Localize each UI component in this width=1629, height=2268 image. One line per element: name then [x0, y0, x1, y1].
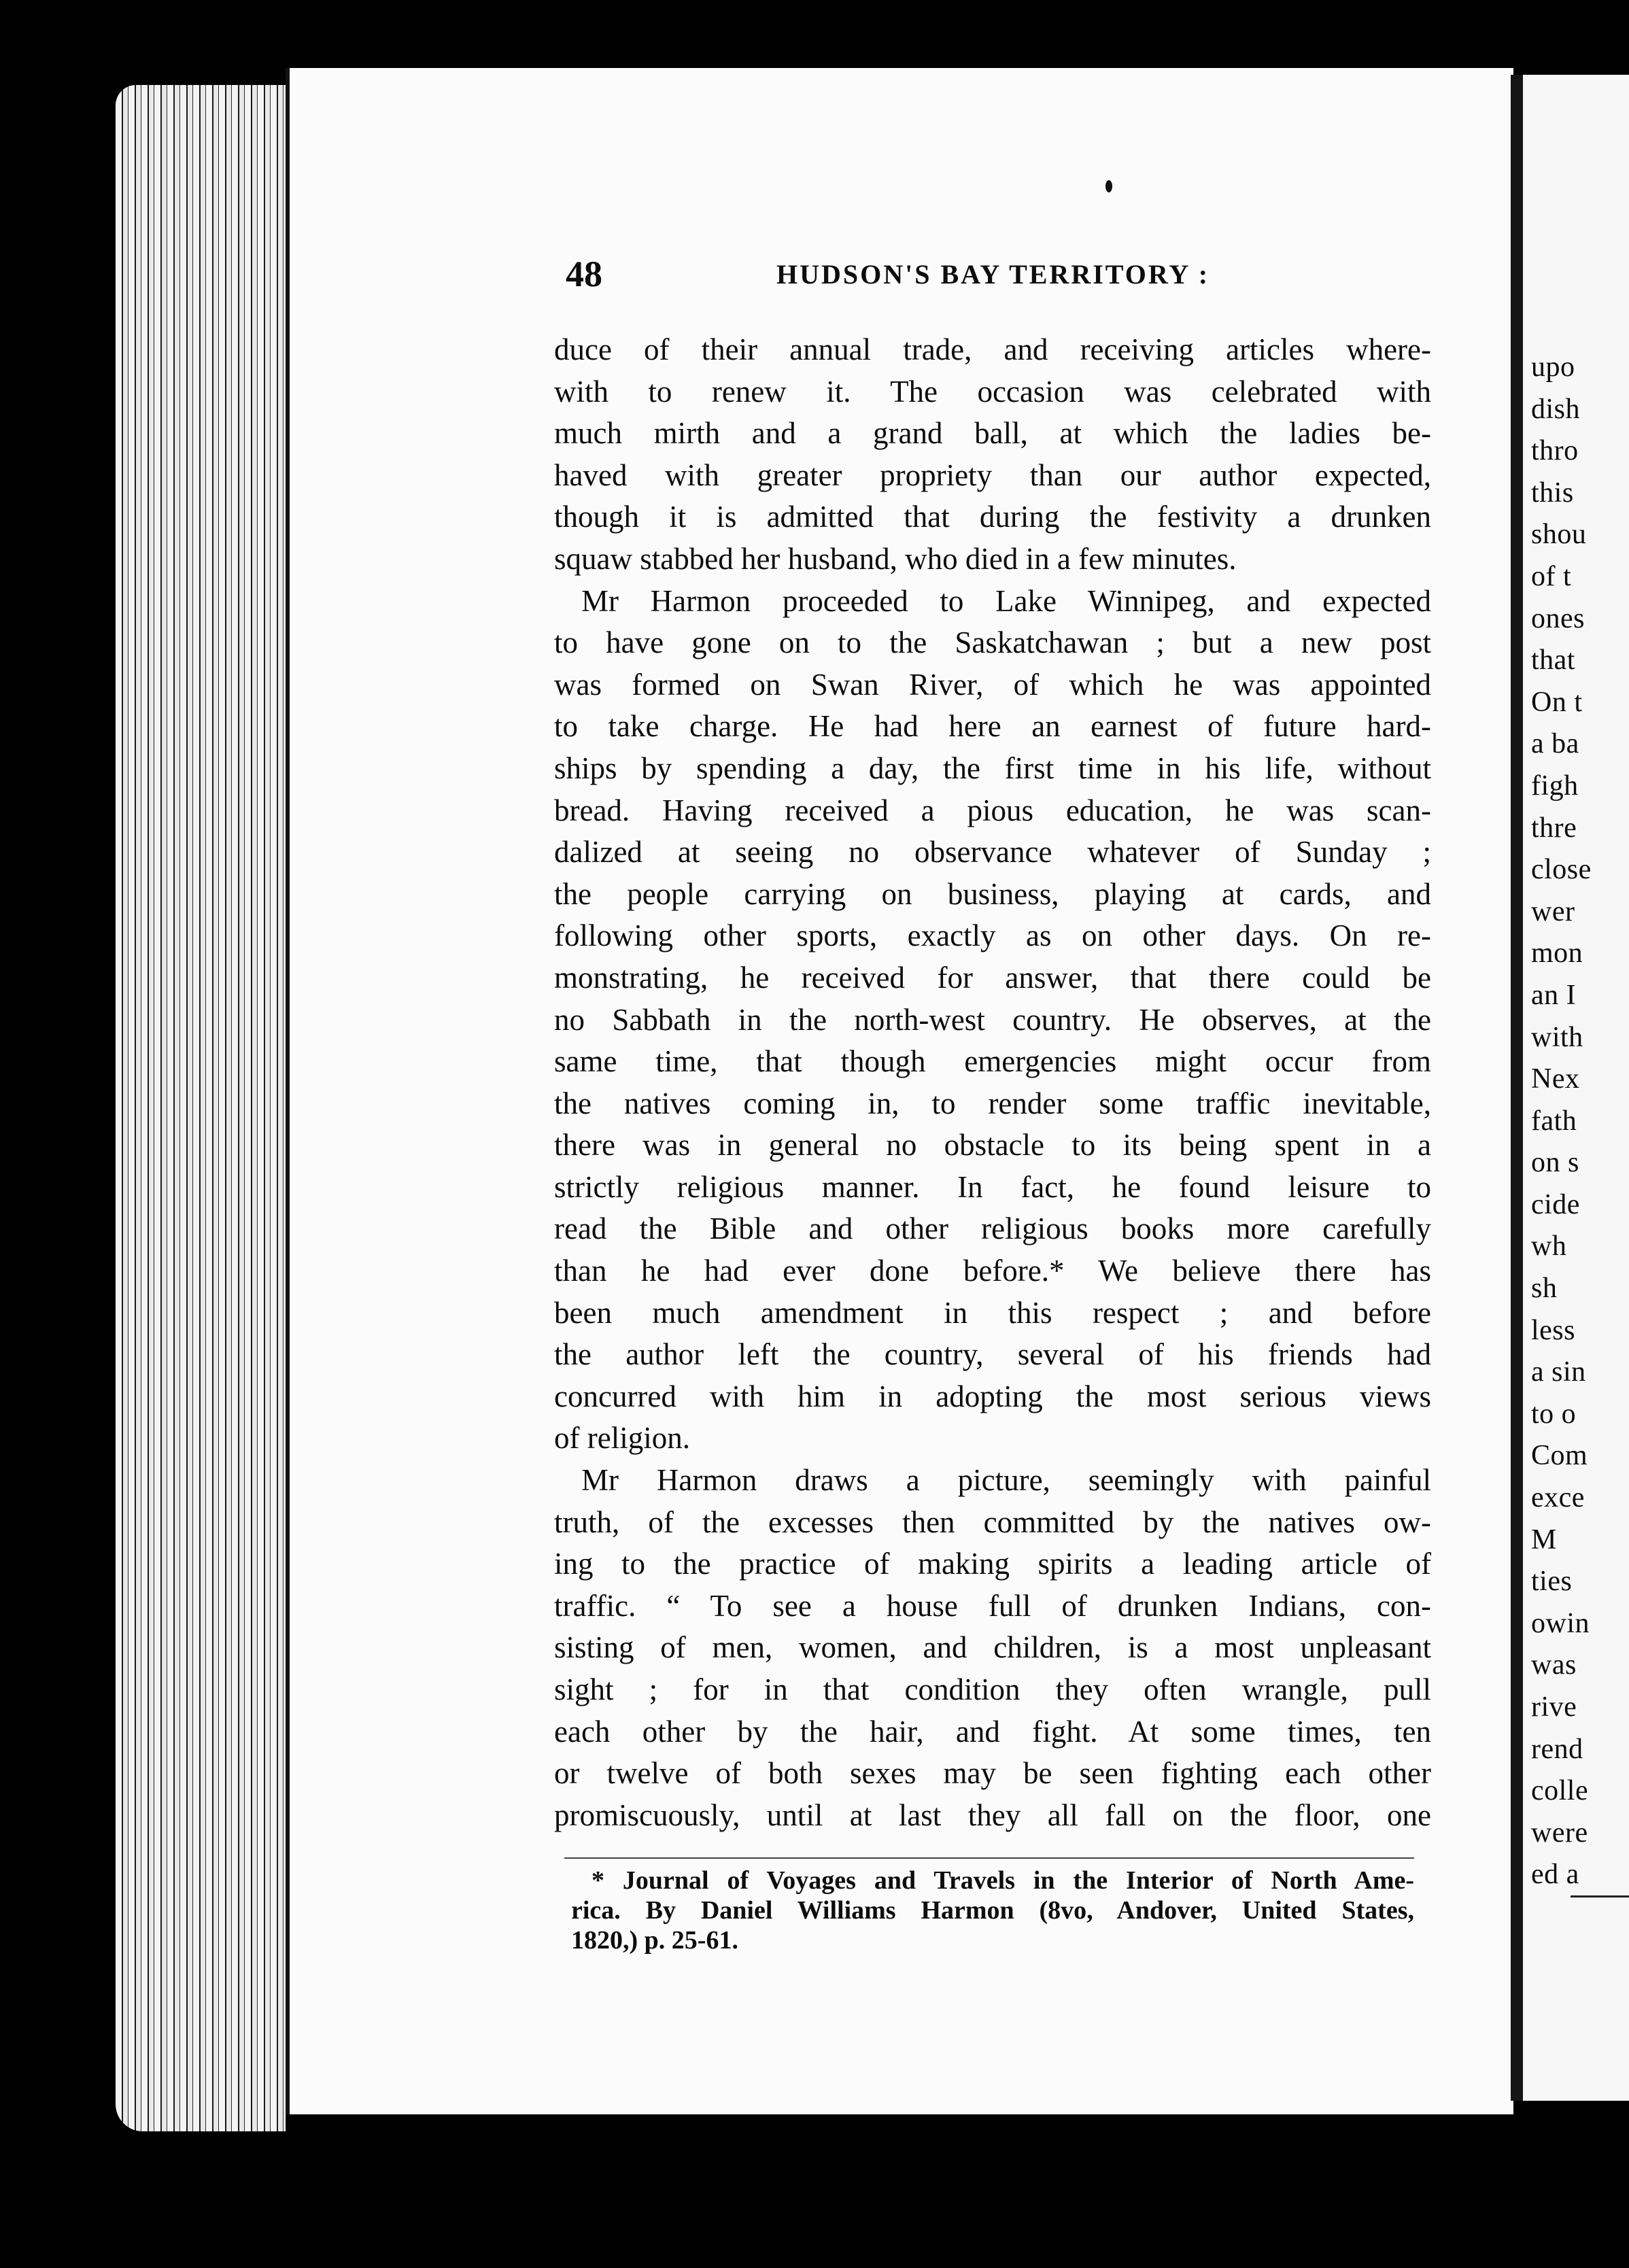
footnote-line: 1820,) p. 25-61.: [571, 1926, 738, 1955]
facing-line: was: [1531, 1649, 1577, 1681]
text-line: Mr Harmon draws a picture, seemingly with painful: [581, 1463, 1431, 1498]
text-line: was formed on Swan River, of which he was appointed: [554, 667, 1431, 702]
facing-line: an I: [1531, 979, 1577, 1011]
text-line: of religion.: [554, 1421, 690, 1456]
facing-line: Com: [1531, 1440, 1588, 1472]
facing-line: exce: [1531, 1482, 1585, 1514]
text-line: squaw stabbed her husband, who died in a few minutes.: [554, 541, 1237, 576]
facing-line: less: [1531, 1314, 1575, 1346]
text-line: been much amendment in this respect ; and before: [554, 1295, 1431, 1330]
facing-line: rend: [1531, 1733, 1583, 1765]
facing-line: ones: [1531, 602, 1585, 634]
facing-line: fath: [1531, 1105, 1577, 1137]
facing-line: On t: [1531, 686, 1583, 718]
facing-line: rive: [1531, 1691, 1577, 1723]
facing-line: figh: [1531, 770, 1579, 802]
page-number: 48: [566, 254, 602, 294]
text-line: traffic. “ To see a house full of drunken Indians, con-: [554, 1588, 1431, 1623]
text-line: following other sports, exactly as on other days. On re-: [554, 918, 1431, 953]
text-line: read the Bible and other religious books more carefully: [554, 1212, 1431, 1246]
facing-line: a sin: [1531, 1356, 1586, 1388]
facing-line: that: [1531, 645, 1575, 676]
text-line: though it is admitted that during the festivity a drunken: [554, 500, 1431, 534]
facing-line: to o: [1531, 1398, 1577, 1430]
ink-speck: [1105, 180, 1112, 192]
text-line: ing to the practice of making spirits a leading article of: [554, 1547, 1431, 1581]
facing-line: shou: [1531, 519, 1587, 551]
text-line: haved with greater propriety than our author expected,: [554, 458, 1431, 492]
facing-line: sh: [1531, 1273, 1558, 1305]
running-head: HUDSON'S BAY TERRITORY :: [776, 259, 1210, 290]
facing-line: dish: [1531, 393, 1581, 425]
page-header: [566, 253, 1428, 307]
facing-line: upo: [1531, 351, 1575, 383]
text-line: duce of their annual trade, and receiving articles where-: [554, 332, 1431, 366]
text-line: dalized at seeing no observance whatever of Sunday ;: [554, 835, 1431, 870]
text-line: there was in general no obstacle to its being spent in a: [554, 1128, 1431, 1163]
facing-line: with: [1531, 1021, 1583, 1053]
text-line: much mirth and a grand ball, at which the ladies be-: [554, 416, 1431, 451]
text-line: the people carrying on business, playing at cards, and: [554, 876, 1431, 911]
text-line: Mr Harmon proceeded to Lake Winnipeg, and expected: [581, 583, 1431, 618]
text-line: concurred with him in adopting the most serious views: [554, 1379, 1431, 1413]
facing-line: cide: [1531, 1188, 1580, 1220]
footnote-line: * Journal of Voyages and Travels in the Interior of North Ame-: [591, 1866, 1414, 1895]
text-line: strictly religious manner. In fact, he found leisure to: [554, 1169, 1431, 1204]
text-line: than he had ever done before.* We believe there has: [554, 1254, 1431, 1288]
footnote-divider: [564, 1857, 1414, 1859]
text-line: same time, that though emergencies might occur from: [554, 1044, 1431, 1079]
text-line: to have gone on to the Saskatchawan ; but a new post: [554, 625, 1431, 660]
text-line: to take charge. He had here an earnest of future hard-: [554, 709, 1431, 744]
facing-line: Nex: [1531, 1063, 1580, 1095]
facing-line: a ba: [1531, 728, 1579, 760]
facing-line: on s: [1531, 1147, 1579, 1179]
facing-line: mon: [1531, 938, 1583, 969]
facing-line: thro: [1531, 435, 1579, 467]
text-line: the natives coming in, to render some traffic inevitable,: [554, 1086, 1431, 1120]
facing-line: ed a: [1531, 1859, 1579, 1891]
body-text: [554, 329, 1431, 1836]
text-line: or twelve of both sexes may be seen fighting each other: [554, 1756, 1431, 1791]
text-line: monstrating, he received for answer, that there could be: [554, 960, 1431, 995]
facing-line: thre: [1531, 812, 1577, 844]
text-line: no Sabbath in the north-west country. He observes, at the: [554, 1002, 1431, 1037]
text-line: bread. Having received a pious education, he was scan-: [554, 793, 1431, 827]
text-line: the author left the country, several of his friends had: [554, 1337, 1431, 1372]
text-line: sisting of men, women, and children, is a most unpleasant: [554, 1630, 1431, 1665]
text-line: ships by spending a day, the first time in his life, without: [554, 751, 1431, 785]
text-line: sight ; for in that condition they often wrangle, pull: [554, 1672, 1431, 1706]
footnote: [571, 1866, 1414, 1955]
facing-line: colle: [1531, 1775, 1589, 1807]
book-page-edges: [116, 85, 286, 2131]
facing-line: close: [1531, 854, 1592, 886]
facing-footnote-divider: [1571, 1895, 1629, 1897]
footnote-line: rica. By Daniel Williams Harmon (8vo, Andover, United States,: [571, 1896, 1414, 1925]
facing-line: of t: [1531, 560, 1572, 592]
facing-page-text: [1523, 75, 1629, 1896]
text-line: truth, of the excesses then committed by the natives ow-: [554, 1505, 1431, 1539]
text-line: promiscuously, until at last they all fall on the floor, one: [554, 1798, 1431, 1832]
facing-page: [1511, 75, 1629, 2101]
facing-line: owin: [1531, 1607, 1590, 1639]
facing-line: were: [1531, 1817, 1588, 1849]
facing-line: wer: [1531, 895, 1575, 927]
facing-line: ties: [1531, 1566, 1573, 1598]
facing-line: wh: [1531, 1231, 1567, 1262]
text-line: each other by the hair, and fight. At some times, ten: [554, 1714, 1431, 1749]
facing-line: this: [1531, 477, 1574, 509]
text-line: with to renew it. The occasion was celebrated with: [554, 374, 1431, 409]
facing-line: M: [1531, 1524, 1557, 1556]
